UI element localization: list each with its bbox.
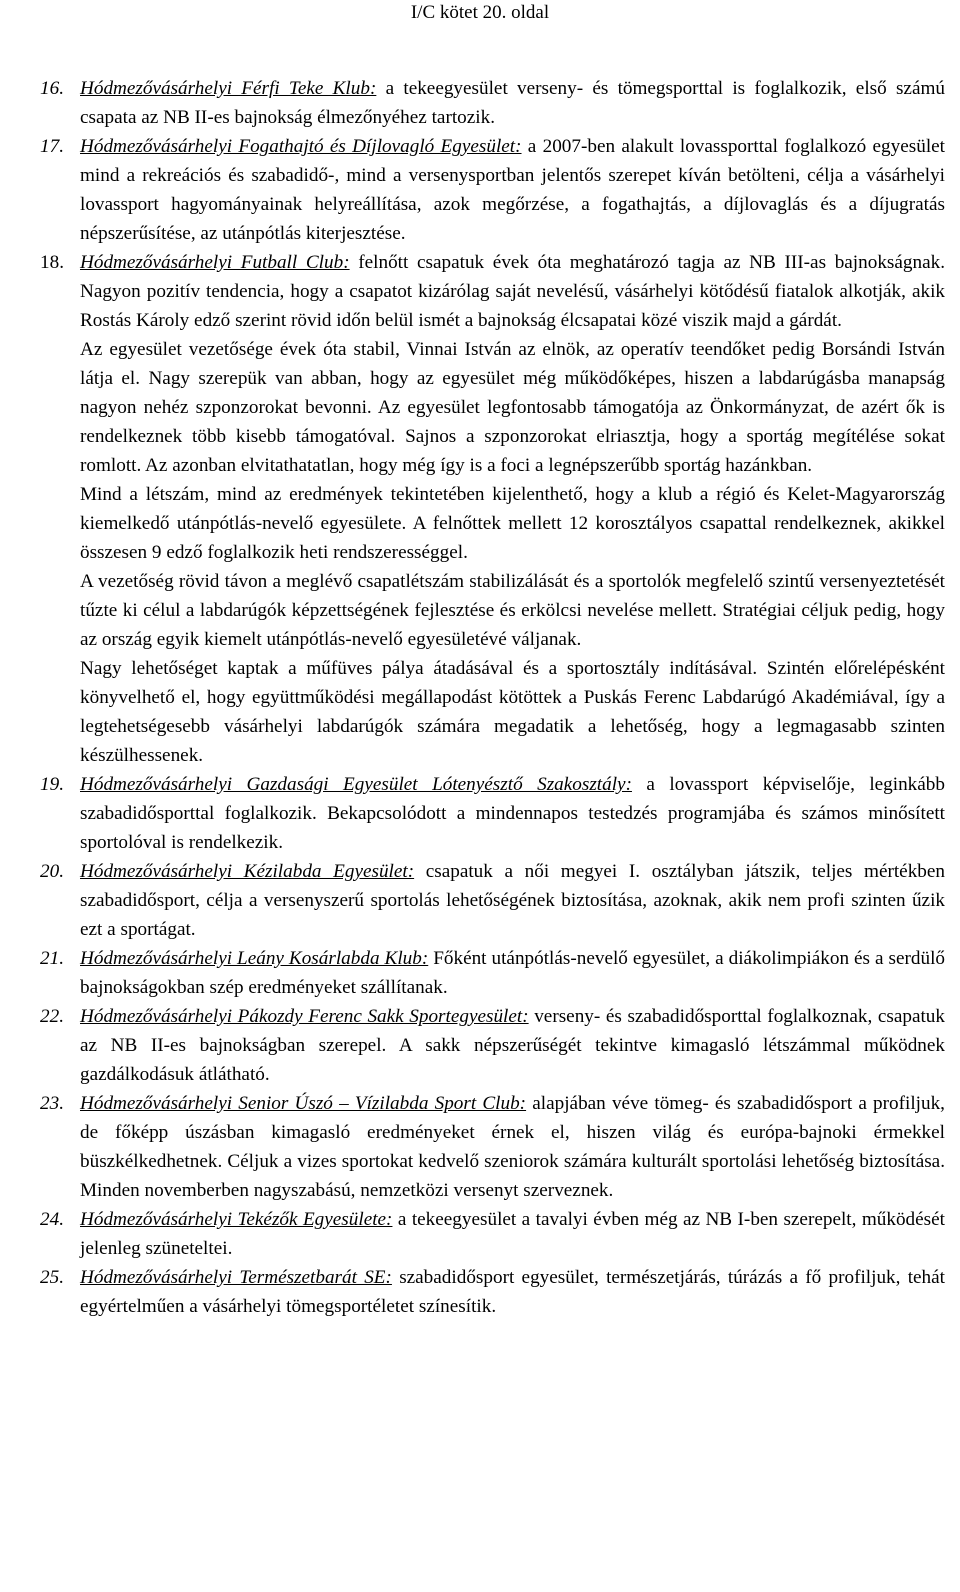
item-number: 16. bbox=[40, 78, 64, 99]
paragraph: Az egyesület vezetősége évek óta stabil, Vinnai István az elnök, az operatív teendőket pedig Borsándi István látja el. Nagy szerepük van abban, hogy az egyesület még működőképes, hiszen a labdarúgásba manapság nagyon nehéz szponzorokat bevonni. Az egyesület legfontosabb támogatója az Önkormányzat, de azért ők is rendelkeznek több kisebb támogatóval. Sajnos a szponzorokat elriasztja, hogy a sportág megítélése sokat romlott. Az azonban elvitathatatlan, hogy még így is a foci a legnépszerűbb sportág hazánkban. bbox=[80, 339, 945, 476]
item-text: Főként utánpótlás-nevelő egyesület, a diákolimpiákon és a serdülő bajnokságokban szép eredményeket szállítanak. bbox=[80, 948, 945, 998]
club-name: Hódmezővásárhelyi Gazdasági Egyesület Lótenyésztő Szakosztály: bbox=[80, 774, 632, 795]
item-number: 22. bbox=[40, 1006, 64, 1027]
club-name: Hódmezővásárhelyi Kézilabda Egyesület: bbox=[80, 861, 415, 882]
paragraph: A vezetőség rövid távon a meglévő csapatlétszám stabilizálását és a sportolók megfelelő szintű versenyeztetését tűzte ki célul a labdarúgók képzettségének fejlesztése és erkölcsi nevelése mellett. Stratégiai céljuk pedig, hogy az ország egyik kiemelt utánpótlás-nevelő egyesületévé váljanak. bbox=[80, 571, 945, 650]
list-item-20 bbox=[40, 857, 945, 944]
club-name: Hódmezővásárhelyi Leány Kosárlabda Klub: bbox=[80, 948, 429, 969]
list-item-19 bbox=[40, 770, 945, 857]
club-name: Hódmezővásárhelyi Tekézők Egyesülete: bbox=[80, 1209, 393, 1230]
item-text: a tekeegyesület verseny- és tömegsporttal is foglalkozik, első számú csapata az NB II-es bajnokság élmezőnyéhez tartozik. bbox=[80, 78, 945, 128]
document-body bbox=[40, 74, 945, 1321]
item-number: 20. bbox=[40, 861, 64, 882]
item-text: verseny- és szabadidősporttal foglalkoznak, csapatuk az NB II-es bajnokságban szerepel. A sakk népszerűségét tekintve kimagasló létszámmal működnek gazdálkodásuk átlátható. bbox=[80, 1006, 945, 1085]
list-item-17 bbox=[40, 132, 945, 248]
club-name: Hódmezővásárhelyi Természetbarát SE: bbox=[80, 1267, 392, 1288]
item-number: 18. bbox=[40, 252, 64, 273]
page-header: I/C kötet 20. oldal bbox=[410, 2, 550, 23]
item-text: felnőtt csapatuk évek óta meghatározó tagja az NB III-as bajnokságnak. Nagyon pozitív tendencia, hogy a csapatot kizárólag saját nevelésű, vásárhelyi kötődésű fiatalok alkotják, akik Rostás Károly edző szerint rövid időn belül ismét a bajnokság élcsapatai közé viszik majd a gárdát. bbox=[80, 252, 945, 331]
item-text: alapjában véve tömeg- és szabadidősport a profiljuk, de főképp úszásban kimagasló eredményeket érnek el, hiszen világ és európa-bajnoki érmekkel büszkélkedhetnek. Céljuk a vizes sportokat kedvelő szeniorok számára kulturált sportolási lehetőség biztosítása. Minden novemberben nagyszabású, nemzetközi versenyt szerveznek. bbox=[80, 1093, 945, 1201]
item-number: 17. bbox=[40, 136, 64, 157]
list-item-25 bbox=[40, 1263, 945, 1321]
club-name: Hódmezővásárhelyi Pákozdy Ferenc Sakk Sportegyesület: bbox=[80, 1006, 529, 1027]
list-item-21 bbox=[40, 944, 945, 1002]
list-item-24 bbox=[40, 1205, 945, 1263]
item-text: a tekeegyesület a tavalyi évben még az NB I-ben szerepelt, működését jelenleg szüneteltei. bbox=[80, 1209, 945, 1259]
item-number: 24. bbox=[40, 1209, 64, 1230]
item-text: szabadidősport egyesület, természetjárás, túrázás a fő profiljuk, tehát egyértelműen a vásárhelyi tömegsportéletet színesítik. bbox=[80, 1267, 945, 1317]
item-number: 19. bbox=[40, 774, 64, 795]
list-item-22 bbox=[40, 1002, 945, 1089]
item-number: 21. bbox=[40, 948, 64, 969]
list-item-23 bbox=[40, 1089, 945, 1205]
list-item-16 bbox=[40, 74, 945, 132]
item-text: a 2007-ben alakult lovassporttal foglalkozó egyesület mind a rekreációs és szabadidő-, mind a versenysportban jelentős szerepet kíván betölteni, célja a vásárhelyi lovassport hagyományainak helyreállítása, azok megőrzése, a fogathajtás, a díjlovaglás és a díjugratás népszerűsítése, az utánpótlás kiterjesztése. bbox=[80, 136, 945, 244]
club-name: Hódmezővásárhelyi Futball Club: bbox=[80, 252, 350, 273]
paragraph: Nagy lehetőséget kaptak a műfüves pálya átadásával és a sportosztály indításával. Szintén előrelépésként könyvelhető el, hogy együttműködési megállapodást kötöttek a Puskás Ferenc Labdarúgó Akadémiával, így a legtehetségesebb vásárhelyi labdarúgók számára megadatik a lehetőség, hogy a legmagasabb szinten készülhessenek. bbox=[80, 658, 945, 766]
item-text: csapatuk a női megyei I. osztályban játszik, teljes mértékben szabadidősport, célja a versenyszerű sportolás lehetőségének biztosítása, azoknak, akik nem profi szinten űzik ezt a sportágat. bbox=[80, 861, 945, 940]
club-name: Hódmezővásárhelyi Senior Úszó – Vízilabda Sport Club: bbox=[80, 1093, 527, 1114]
list-item-18 bbox=[40, 248, 945, 335]
item-text: a lovassport képviselője, leginkább szabadidősporttal foglalkozik. Bekapcsolódott a mindennapos testedzés programjába és számos minősített sportolóval is rendelkezik. bbox=[80, 774, 945, 853]
club-name: Hódmezővásárhelyi Fogathajtó és Díjlovagló Egyesület: bbox=[80, 136, 522, 157]
item-number: 25. bbox=[40, 1267, 64, 1288]
paragraph: Mind a létszám, mind az eredmények tekintetében kijelenthető, hogy a klub a régió és Kelet-Magyarország kiemelkedő utánpótlás-nevelő egyesülete. A felnőttek mellett 12 korosztályos csapattal rendelkeznek, akikkel összesen 9 edző foglalkozik heti rendszerességgel. bbox=[80, 484, 945, 563]
item-number: 23. bbox=[40, 1093, 64, 1114]
club-name: Hódmezővásárhelyi Férfi Teke Klub: bbox=[80, 78, 377, 99]
